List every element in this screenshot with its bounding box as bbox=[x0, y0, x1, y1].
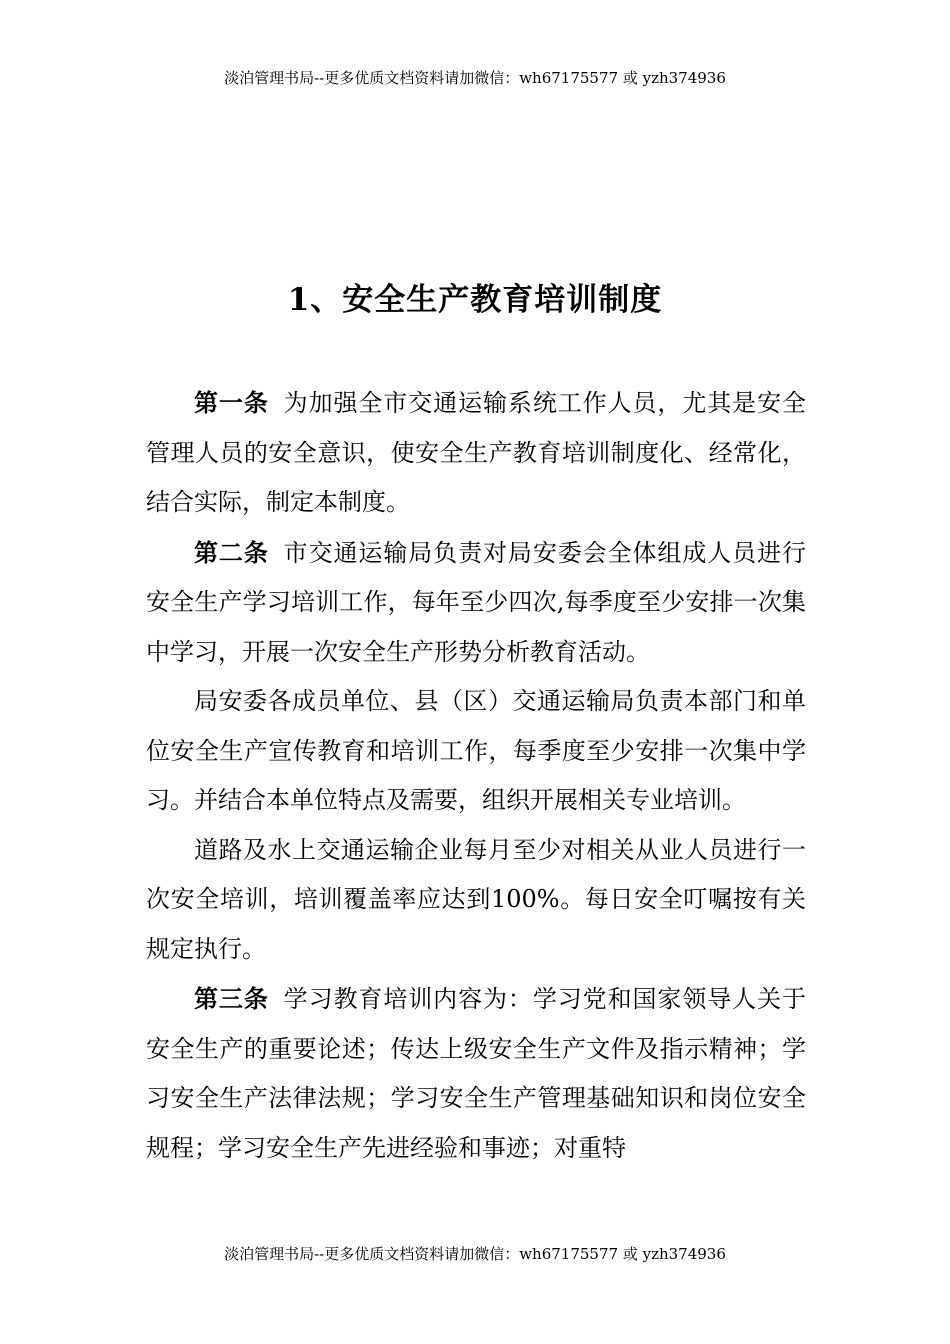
document-body bbox=[146, 378, 806, 1173]
page-footer-note: 淡泊管理书局--更多优质文档资料请加微信：wh67175577 或 yzh374936 bbox=[224, 1245, 726, 1263]
article-text: 学习教育培训内容为：学习党和国家领导人关于安全生产的重要论述；传达上级安全生产文件及指示精神；学习安全生产法律法规；学习安全生产管理基础知识和岗位安全规程；学习安全生产先进经验和事迹；对重特 bbox=[146, 985, 806, 1162]
article-2-paragraph bbox=[146, 528, 806, 678]
article-text: 为加强全市交通运输系统工作人员，尤其是安全管理人员的安全意识，使安全生产教育培训制度化、经常化，结合实际，制定本制度。 bbox=[146, 389, 806, 516]
article-2-enterprise-paragraph bbox=[146, 826, 806, 975]
article-1-paragraph bbox=[146, 378, 806, 528]
article-label: 第一条 bbox=[194, 388, 269, 417]
article-label: 第二条 bbox=[194, 537, 269, 567]
paragraph-text: 道路及水上交通运输企业每月至少对相关从业人员进行一次安全培训，培训覆盖率应达到100%。每日安全叮嘱按有关规定执行。 bbox=[146, 835, 806, 963]
paragraph-text: 局安委各成员单位、县（区）交通运输局负责本部门和单位安全生产宣传教育和培训工作，每季度至少安排一次集中学习。并结合本单位特点及需要，组织开展相关专业培训。 bbox=[146, 687, 806, 814]
article-3-paragraph bbox=[146, 974, 806, 1173]
document-title: 1、安全生产教育培训制度 bbox=[287, 282, 663, 318]
article-text: 市交通运输局负责对局安委会全体组成人员进行安全生产学习培训工作，每年至少四次,每季度至少安排一次集中学习，开展一次安全生产形势分析教育活动。 bbox=[146, 538, 806, 666]
article-label: 第三条 bbox=[194, 984, 269, 1013]
article-2-continuation-paragraph bbox=[146, 677, 806, 826]
page-header-note: 淡泊管理书局--更多优质文档资料请加微信：wh67175577 或 yzh374936 bbox=[224, 69, 726, 87]
